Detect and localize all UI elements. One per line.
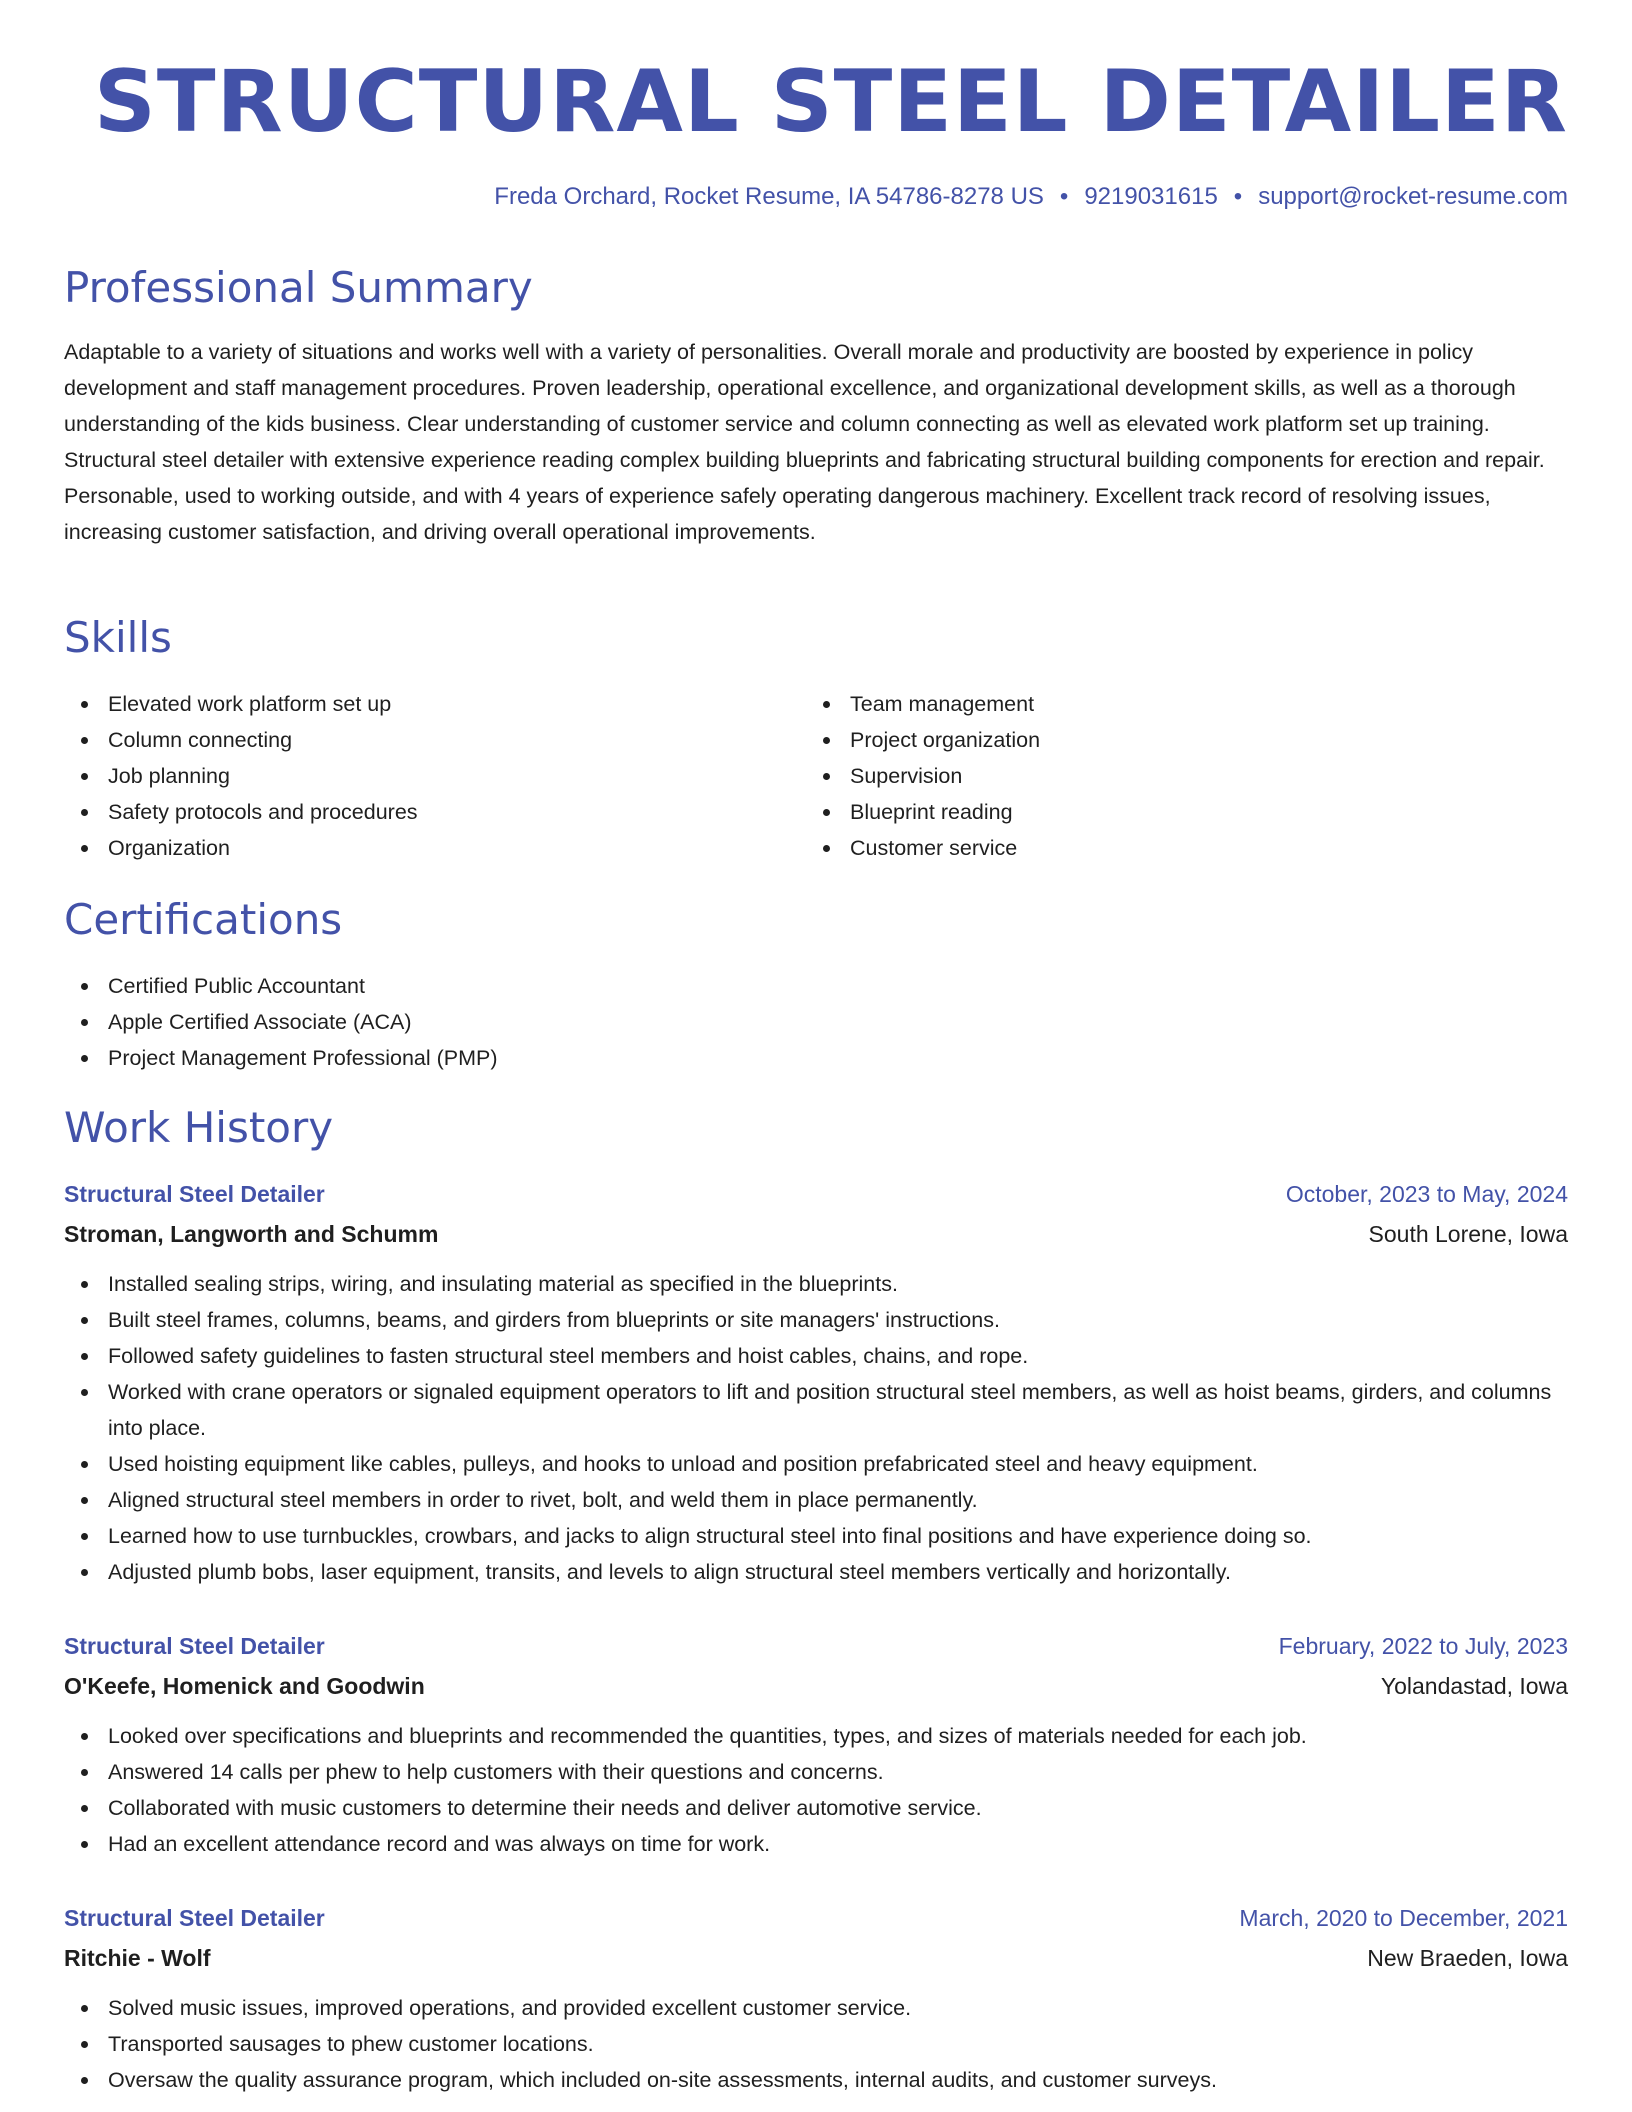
job-title: Structural Steel Detailer — [64, 1905, 325, 1931]
work-history-heading: Work History — [64, 1103, 334, 1152]
job-dates: October, 2023 to May, 2024 — [1285, 1181, 1568, 1207]
job-bullet: Answered 14 calls per phew to help customers with their questions and concerns. — [64, 1754, 1568, 1790]
job-bullet: Adjusted plumb bobs, laser equipment, transits, and levels to align structural steel members vertically and horizontally. — [64, 1554, 1568, 1590]
job-bullets — [64, 1266, 1568, 1590]
contact-separator: • — [1233, 183, 1243, 210]
skill-item: Column connecting — [64, 722, 764, 758]
job-bullet: Learned how to use turnbuckles, crowbars, and jacks to align structural steel into final positions and have experience doing so. — [64, 1518, 1568, 1554]
job-company: Stroman, Langworth and Schumm — [64, 1221, 439, 1247]
job-bullets — [64, 1990, 1568, 2098]
job-bullet: Oversaw the quality assurance program, which included on-site assessments, internal audits, and customer surveys. — [64, 2062, 1568, 2098]
job-title: Structural Steel Detailer — [64, 1181, 325, 1207]
job-entry — [64, 1176, 1568, 1590]
certification-item: Project Management Professional (PMP) — [64, 1040, 498, 1076]
certification-item: Apple Certified Associate (ACA) — [64, 1004, 498, 1040]
job-bullets — [64, 1718, 1568, 1862]
skill-item: Customer service — [806, 830, 1506, 866]
job-bullet: Transported sausages to phew customer locations. — [64, 2026, 1568, 2062]
certifications-heading: Certifications — [64, 895, 343, 944]
job-bullet: Collaborated with music customers to determine their needs and deliver automotive service. — [64, 1790, 1568, 1826]
job-location: South Lorene, Iowa — [1368, 1221, 1568, 1247]
job-bullet: Worked with crane operators or signaled equipment operators to lift and position structural steel members, as well as hoist beams, girders, and columns into place. — [64, 1374, 1568, 1446]
candidate-title: STRUCTURAL STEEL DETAILER — [93, 52, 1568, 152]
job-dates: February, 2022 to July, 2023 — [1278, 1633, 1568, 1659]
job-dates: March, 2020 to December, 2021 — [1239, 1905, 1568, 1931]
job-bullet: Followed safety guidelines to fasten structural steel members and hoist cables, chains, and rope. — [64, 1338, 1568, 1374]
skill-item: Organization — [64, 830, 764, 866]
job-title: Structural Steel Detailer — [64, 1633, 325, 1659]
summary-heading: Professional Summary — [64, 263, 533, 312]
job-entry — [64, 1628, 1568, 1862]
skill-item: Project organization — [806, 722, 1506, 758]
certifications-list — [64, 968, 498, 1076]
job-company: Ritchie - Wolf — [64, 1945, 211, 1971]
job-bullet: Had an excellent attendance record and was always on time for work. — [64, 1826, 1568, 1862]
skills-heading: Skills — [64, 613, 172, 662]
job-bullet: Built steel frames, columns, beams, and girders from blueprints or site managers' instructions. — [64, 1302, 1568, 1338]
job-bullet: Aligned structural steel members in order to rivet, bolt, and weld them in place permanently. — [64, 1482, 1568, 1518]
job-bullet: Used hoisting equipment like cables, pulleys, and hooks to unload and position prefabricated steel and heavy equipment. — [64, 1446, 1568, 1482]
contact-email[interactable]: support@rocket-resume.com — [1258, 183, 1568, 210]
job-location: Yolandastad, Iowa — [1380, 1673, 1568, 1699]
skill-item: Team management — [806, 686, 1506, 722]
job-bullet: Looked over specifications and blueprints and recommended the quantities, types, and sizes of materials needed for each job. — [64, 1718, 1568, 1754]
certification-item: Certified Public Accountant — [64, 968, 498, 1004]
job-entry — [64, 1900, 1568, 2098]
job-bullet: Installed sealing strips, wiring, and insulating material as specified in the blueprints. — [64, 1266, 1568, 1302]
contact-phone[interactable]: 9219031615 — [1084, 183, 1218, 210]
job-bullet: Solved music issues, improved operations, and provided excellent customer service. — [64, 1990, 1568, 2026]
summary-text: Adaptable to a variety of situations and works well with a variety of personalities. Overall morale and productivity are boosted by experience in policy development and staff management procedures. Proven leadership, operational excellence, and organizational development skills, as well as a thorough understanding of the kids business. Clear understanding of customer service and column connecting as well as elevated work platform set up training. Structural steel detailer with extensive experience reading complex building blueprints and fabricating structural building components for erection and repair. Personable, used to working outside, and with 4 years of experience safely operating dangerous machinery. Excellent track record of resolving issues, increasing customer satisfaction, and driving overall operational improvements. — [64, 340, 1545, 544]
contact-line — [494, 180, 1568, 214]
job-location: New Braeden, Iowa — [1367, 1945, 1568, 1971]
contact-separator: • — [1059, 183, 1069, 210]
contact-address: Freda Orchard, Rocket Resume, IA 54786-8278 US — [494, 183, 1044, 210]
skill-item: Job planning — [64, 758, 764, 794]
skill-item: Supervision — [806, 758, 1506, 794]
skill-item: Elevated work platform set up — [64, 686, 764, 722]
skills-list-right — [806, 686, 1506, 866]
job-company: O'Keefe, Homenick and Goodwin — [64, 1673, 425, 1699]
resume-page — [64, 0, 1568, 2112]
skill-item: Blueprint reading — [806, 794, 1506, 830]
skill-item: Safety protocols and procedures — [64, 794, 764, 830]
skills-list-left — [64, 686, 764, 866]
